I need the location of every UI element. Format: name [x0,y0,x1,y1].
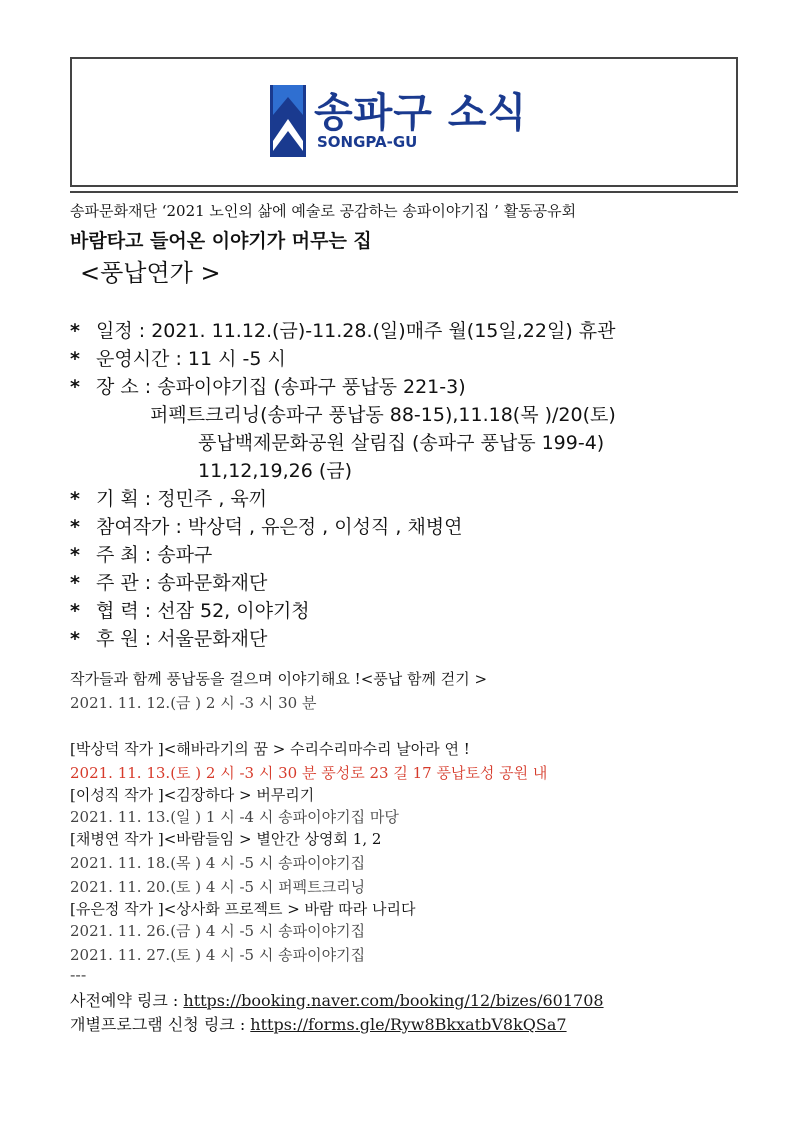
info-artists [70,512,463,539]
info-venue [70,372,466,399]
info-organizer-text: 주 관 : 송파문화재단 [96,572,268,594]
bullet-star: * [70,348,80,370]
form-line [70,1012,567,1035]
bullet-star: * [70,628,80,650]
program-4-title: [유은정 작가 ]<상사화 프로젝트 > 바람 따라 나리다 [70,900,416,918]
program-4-date-1: 2021. 11. 26.(금 ) 4 시 -5 시 송파이야기집 [70,922,366,940]
booking-link[interactable]: https://booking.naver.com/booking/12/bizes/601708 [183,991,604,1010]
info-cooperation [70,596,310,623]
booking-line [70,988,604,1011]
info-host-text: 주 최 : 송파구 [96,544,213,566]
info-planning [70,484,267,511]
program-3-date-2: 2021. 11. 20.(토 ) 4 시 -5 시 퍼펙트크리닝 [70,878,366,896]
header-banner [70,57,738,187]
program-1-title: [박상덕 작가 ]<해바라기의 꿈 > 수리수리마수리 날아라 연 ! [70,740,470,758]
info-schedule-text: 일정 : 2021. 11.12.(금)-11.28.(일)매주 월(15일,22일) 휴관 [96,320,616,342]
form-link[interactable]: https://forms.gle/Ryw8BkxatbV8kQSa7 [250,1015,567,1034]
logo-english-text: SONGPA-GU [317,133,418,151]
info-host [70,540,212,567]
bullet-star: * [70,488,80,510]
walk-date: 2021. 11. 12.(금 ) 2 시 -3 시 30 분 [70,694,317,712]
event-title: 바람타고 들어온 이야기가 머무는 집 [70,230,372,252]
event-name: <풍납연가 > [80,259,221,287]
event-subtitle: 송파문화재단 ‘2021 노인의 삶에 예술로 공감하는 송파이야기집 ’ 활동공유회 [70,202,577,220]
info-artists-text: 참여작가 : 박상덕 , 유은정 , 이성직 , 채병연 [96,516,463,538]
info-planning-text: 기 획 : 정민주 , 육끼 [96,488,268,510]
program-3-title: [채병연 작가 ]<바람들임 > 별안간 상영회 1, 2 [70,830,382,848]
bullet-star: * [70,320,80,342]
program-2-date: 2021. 11. 13.(일 ) 1 시 -4 시 송파이야기집 마당 [70,808,399,826]
info-venue-line3: 풍납백제문화공원 살림집 (송파구 풍납동 199-4) [198,432,605,454]
bullet-star: * [70,516,80,538]
info-venue-line2: 퍼펙트크리닝(송파구 풍납동 88-15),11.18(목 )/20(토) [150,404,616,426]
bullet-star: * [70,572,80,594]
program-2-title: [이성직 작가 ]<김장하다 > 버무리기 [70,786,315,804]
songpa-logo-mark-icon [270,85,306,157]
walk-title: 작가들과 함께 풍납동을 걸으며 이야기해요 !<풍납 함께 걷기 > [70,670,488,688]
info-cooperation-text: 협 력 : 선잠 52, 이야기청 [96,600,310,622]
bullet-star: * [70,544,80,566]
program-1-date: 2021. 11. 13.(토 ) 2 시 -3 시 30 분 풍성로 23 길 17 풍납토성 공원 내 [70,764,548,782]
info-schedule [70,316,615,343]
info-venue-text: 장 소 : 송파이야기집 (송파구 풍납동 221-3) [96,376,466,398]
booking-label: 사전예약 링크 : [70,991,184,1010]
program-4-date-2: 2021. 11. 27.(토 ) 4 시 -5 시 송파이야기집 [70,946,366,964]
info-sponsor [70,624,267,651]
info-venue-line4: 11,12,19,26 (금) [198,460,353,482]
bullet-star: * [70,600,80,622]
bullet-star: * [70,376,80,398]
songpa-logo [270,85,528,157]
form-label: 개별프로그램 신청 링크 : [70,1015,251,1034]
logo-korean-text: 송파구 소식 [314,90,528,136]
info-sponsor-text: 후 원 : 서울문화재단 [96,628,268,650]
info-hours-text: 운영시간 : 11 시 -5 시 [96,348,286,370]
info-organizer [70,568,267,595]
program-3-date-1: 2021. 11. 18.(목 ) 4 시 -5 시 송파이야기집 [70,854,366,872]
info-hours [70,344,286,371]
separator: --- [70,966,87,984]
